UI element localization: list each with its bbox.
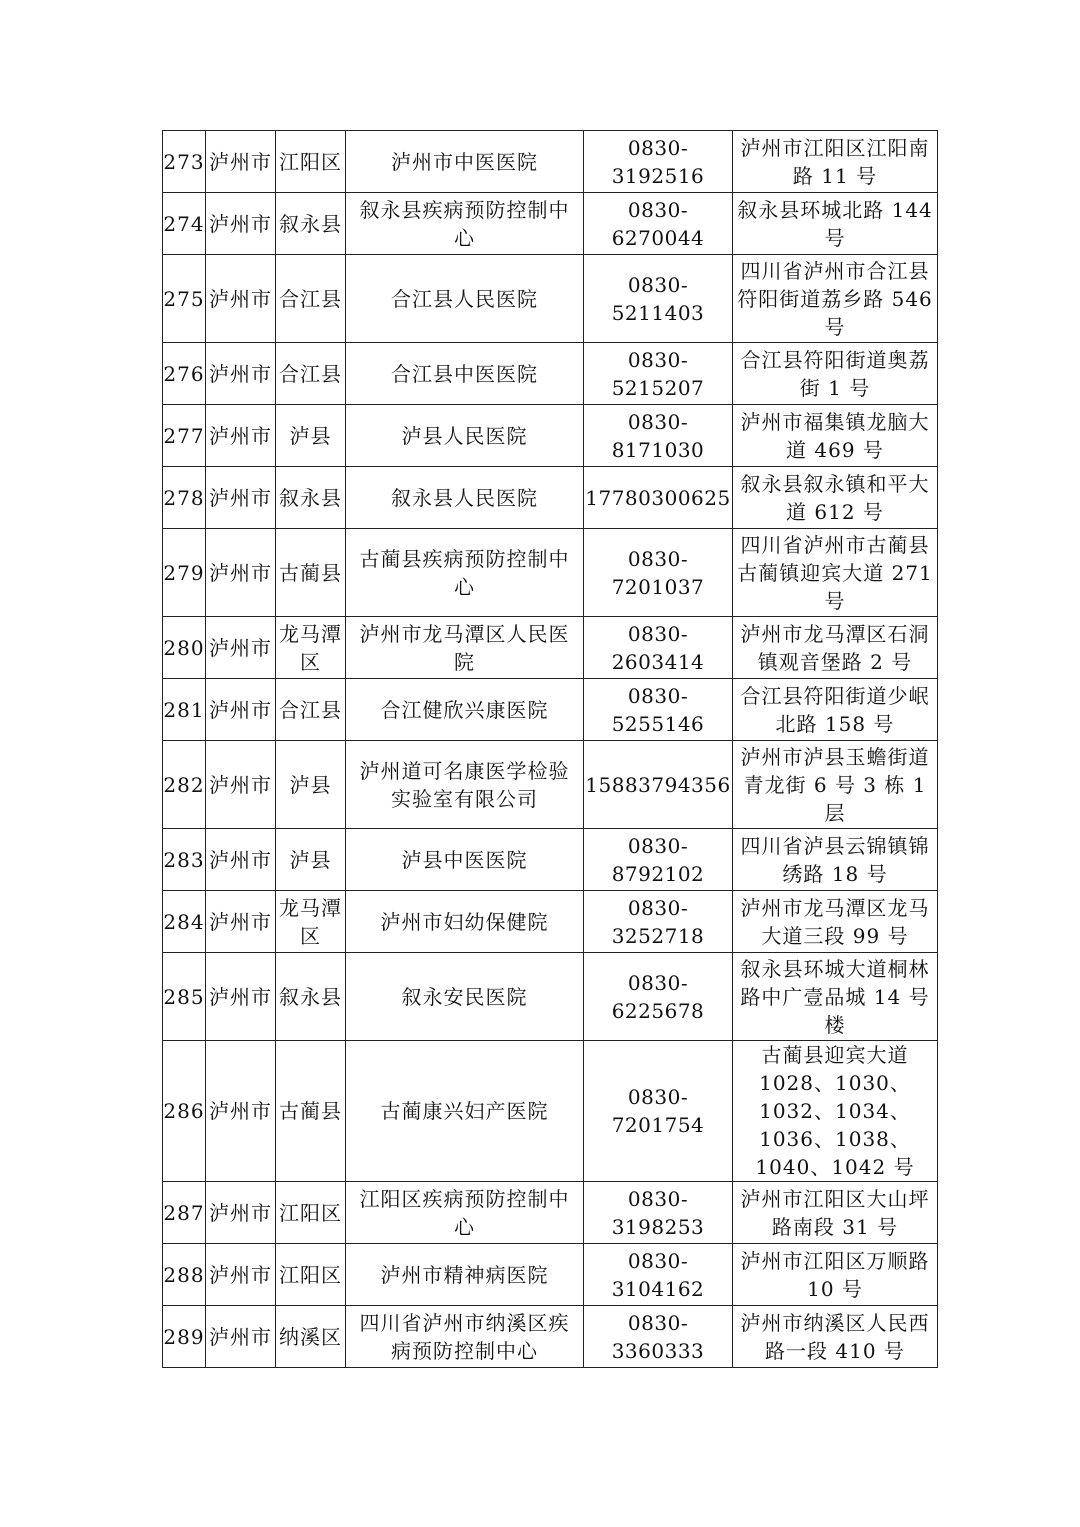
row-number: 278 <box>163 467 206 529</box>
institution-name-cell: 合江县中医医院 <box>346 343 584 405</box>
row-number: 283 <box>163 829 206 891</box>
phone-cell: 0830-3192516 <box>584 131 733 193</box>
district-cell: 泸县 <box>276 829 346 891</box>
city-cell: 泸州市 <box>206 343 276 405</box>
address-cell: 四川省泸县云锦镇锦绣路 18 号 <box>733 829 938 891</box>
row-number: 273 <box>163 131 206 193</box>
table-row <box>163 193 938 255</box>
institution-name-cell: 叙永县人民医院 <box>346 467 584 529</box>
row-number: 279 <box>163 529 206 617</box>
institution-name-cell: 叙永安民医院 <box>346 953 584 1041</box>
address-cell: 合江县符阳街道少岷北路 158 号 <box>733 679 938 741</box>
district-cell: 叙永县 <box>276 467 346 529</box>
table-row <box>163 953 938 1041</box>
address-cell: 四川省泸州市合江县符阳街道荔乡路 546 号 <box>733 255 938 343</box>
row-number: 281 <box>163 679 206 741</box>
table-row <box>163 343 938 405</box>
district-cell: 泸县 <box>276 741 346 829</box>
address-cell: 泸州市龙马潭区龙马大道三段 99 号 <box>733 891 938 953</box>
row-number: 285 <box>163 953 206 1041</box>
district-cell: 江阳区 <box>276 131 346 193</box>
phone-cell: 0830-8792102 <box>584 829 733 891</box>
address-cell: 古蔺县迎宾大道 1028、1030、1032、1034、1036、1038、1040、1042 号 <box>733 1041 938 1182</box>
table-row <box>163 741 938 829</box>
district-cell: 古蔺县 <box>276 529 346 617</box>
city-cell: 泸州市 <box>206 829 276 891</box>
institution-name-cell: 泸州市精神病医院 <box>346 1244 584 1306</box>
phone-cell: 0830-8171030 <box>584 405 733 467</box>
institution-name-cell: 合江县人民医院 <box>346 255 584 343</box>
district-cell: 纳溪区 <box>276 1306 346 1368</box>
address-cell: 泸州市江阳区江阳南路 11 号 <box>733 131 938 193</box>
row-number: 275 <box>163 255 206 343</box>
phone-cell: 0830-6225678 <box>584 953 733 1041</box>
table-row <box>163 617 938 679</box>
row-number: 289 <box>163 1306 206 1368</box>
district-cell: 合江县 <box>276 343 346 405</box>
address-cell: 泸州市福集镇龙脑大道 469 号 <box>733 405 938 467</box>
row-number: 277 <box>163 405 206 467</box>
institution-name-cell: 四川省泸州市纳溪区疾病预防控制中心 <box>346 1306 584 1368</box>
district-cell: 江阳区 <box>276 1182 346 1244</box>
city-cell: 泸州市 <box>206 1182 276 1244</box>
table-row <box>163 529 938 617</box>
institution-name-cell: 泸县人民医院 <box>346 405 584 467</box>
address-cell: 泸州市泸县玉蟾街道青龙街 6 号 3 栋 1 层 <box>733 741 938 829</box>
city-cell: 泸州市 <box>206 255 276 343</box>
phone-cell: 0830-7201754 <box>584 1041 733 1182</box>
institution-name-cell: 泸州市龙马潭区人民医院 <box>346 617 584 679</box>
address-cell: 叙永县环城北路 144 号 <box>733 193 938 255</box>
address-cell: 泸州市龙马潭区石洞镇观音堡路 2 号 <box>733 617 938 679</box>
table-row <box>163 1041 938 1182</box>
table-row <box>163 891 938 953</box>
phone-cell: 0830-5255146 <box>584 679 733 741</box>
city-cell: 泸州市 <box>206 741 276 829</box>
row-number: 287 <box>163 1182 206 1244</box>
city-cell: 泸州市 <box>206 193 276 255</box>
district-cell: 江阳区 <box>276 1244 346 1306</box>
city-cell: 泸州市 <box>206 953 276 1041</box>
district-cell: 合江县 <box>276 679 346 741</box>
city-cell: 泸州市 <box>206 1041 276 1182</box>
table-row <box>163 131 938 193</box>
address-cell: 四川省泸州市古蔺县古蔺镇迎宾大道 271 号 <box>733 529 938 617</box>
institution-table-body <box>163 131 938 1368</box>
phone-cell: 0830-2603414 <box>584 617 733 679</box>
institution-name-cell: 泸县中医医院 <box>346 829 584 891</box>
district-cell: 龙马潭区 <box>276 617 346 679</box>
institution-name-cell: 古蔺县疾病预防控制中心 <box>346 529 584 617</box>
institution-name-cell: 泸州市妇幼保健院 <box>346 891 584 953</box>
row-number: 286 <box>163 1041 206 1182</box>
institution-name-cell: 江阳区疾病预防控制中心 <box>346 1182 584 1244</box>
district-cell: 合江县 <box>276 255 346 343</box>
phone-cell: 0830-6270044 <box>584 193 733 255</box>
phone-cell: 0830-3104162 <box>584 1244 733 1306</box>
row-number: 274 <box>163 193 206 255</box>
phone-cell: 0830-7201037 <box>584 529 733 617</box>
institution-name-cell: 泸州市中医医院 <box>346 131 584 193</box>
phone-cell: 15883794356 <box>584 741 733 829</box>
row-number: 288 <box>163 1244 206 1306</box>
city-cell: 泸州市 <box>206 617 276 679</box>
city-cell: 泸州市 <box>206 529 276 617</box>
phone-cell: 0830-5211403 <box>584 255 733 343</box>
phone-cell: 0830-3360333 <box>584 1306 733 1368</box>
phone-cell: 0830-3252718 <box>584 891 733 953</box>
phone-cell: 17780300625 <box>584 467 733 529</box>
address-cell: 泸州市江阳区大山坪路南段 31 号 <box>733 1182 938 1244</box>
city-cell: 泸州市 <box>206 405 276 467</box>
institution-name-cell: 泸州道可名康医学检验实验室有限公司 <box>346 741 584 829</box>
institution-name-cell: 叙永县疾病预防控制中心 <box>346 193 584 255</box>
row-number: 276 <box>163 343 206 405</box>
city-cell: 泸州市 <box>206 467 276 529</box>
table-row <box>163 405 938 467</box>
address-cell: 合江县符阳街道奥荔街 1 号 <box>733 343 938 405</box>
address-cell: 叙永县环城大道桐林路中广壹品城 14 号楼 <box>733 953 938 1041</box>
city-cell: 泸州市 <box>206 1306 276 1368</box>
phone-cell: 0830-5215207 <box>584 343 733 405</box>
address-cell: 泸州市纳溪区人民西路一段 410 号 <box>733 1306 938 1368</box>
city-cell: 泸州市 <box>206 679 276 741</box>
table-row <box>163 679 938 741</box>
phone-cell: 0830-3198253 <box>584 1182 733 1244</box>
city-cell: 泸州市 <box>206 131 276 193</box>
district-cell: 叙永县 <box>276 193 346 255</box>
table-row <box>163 255 938 343</box>
institution-name-cell: 合江健欣兴康医院 <box>346 679 584 741</box>
table-row <box>163 1306 938 1368</box>
table-row <box>163 467 938 529</box>
district-cell: 叙永县 <box>276 953 346 1041</box>
row-number: 284 <box>163 891 206 953</box>
district-cell: 泸县 <box>276 405 346 467</box>
table-row <box>163 829 938 891</box>
row-number: 282 <box>163 741 206 829</box>
city-cell: 泸州市 <box>206 891 276 953</box>
row-number: 280 <box>163 617 206 679</box>
city-cell: 泸州市 <box>206 1244 276 1306</box>
table-row <box>163 1182 938 1244</box>
district-cell: 龙马潭区 <box>276 891 346 953</box>
institution-name-cell: 古蔺康兴妇产医院 <box>346 1041 584 1182</box>
address-cell: 泸州市江阳区万顺路 10 号 <box>733 1244 938 1306</box>
address-cell: 叙永县叙永镇和平大道 612 号 <box>733 467 938 529</box>
table-row <box>163 1244 938 1306</box>
institution-table <box>162 130 938 1368</box>
district-cell: 古蔺县 <box>276 1041 346 1182</box>
